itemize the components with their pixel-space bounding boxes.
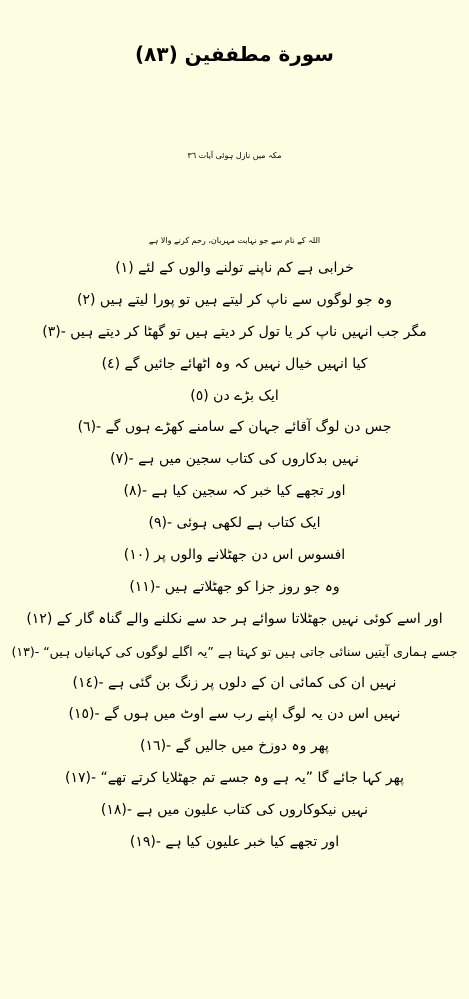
verse-text: اور تجھے کیا خبر کہ سجین کیا ہے -(٨)	[123, 483, 346, 500]
verse-text: وہ جو روز جزا کو جھٹلاتے ہیں -(١١)	[129, 578, 340, 595]
verse-text: نہیں نیکوکاروں کی کتاب علیون میں ہے -(١٨)	[100, 802, 369, 819]
verse-5	[0, 381, 469, 413]
verse-19	[0, 827, 469, 859]
verse-17	[0, 763, 469, 795]
verse-18	[0, 795, 469, 827]
verse-12	[0, 604, 469, 636]
verse-13	[0, 636, 469, 668]
revelation-info: مكہ میں نازل ہوئی آیات ٣٦	[187, 151, 282, 160]
verse-text: پھر وہ دوزخ میں جالیں گے -(١٦)	[140, 738, 329, 755]
verse-text: جسے ہماری آیتیں سنائی جاتی ہیں تو کہتا ہے ”یہ اگلے لوگوں کی کہانیاں ہیں“ -(١٣)	[11, 643, 458, 659]
verse-text: ایک بڑے دن (٥)	[190, 387, 279, 404]
verse-text: مگر جب انہیں ناپ کر یا تول کر دیتے ہیں تو گھٹا کر دیتے ہیں -(٣)	[42, 323, 427, 340]
verse-text: وہ جو لوگوں سے ناپ کر لیتے ہیں تو پورا لیتے ہیں (٢)	[77, 291, 392, 308]
verse-2	[0, 285, 469, 317]
verse-11	[0, 572, 469, 604]
verse-text: نہیں بدکاروں کی کتاب سجین میں ہے -(٧)	[110, 451, 359, 468]
verse-16	[0, 731, 469, 763]
verse-4	[0, 349, 469, 381]
verse-text: نہیں اس دن یہ لوگ اپنے رب سے اوٹ میں ہوں گے -(١٥)	[68, 706, 401, 723]
verse-15	[0, 699, 469, 731]
verse-text: نہیں ان کی کمائی ان کے دلوں پر زنگ بن گئی ہے -(١٤)	[72, 674, 397, 691]
verse-text: اور اسے کوئی نہیں جھٹلاتا سوائے ہر حد سے نکلنے والے گناہ گار کے (١٢)	[26, 610, 443, 627]
bismillah: اللہ کے نام سے جو نہایت مہربان، رحم کرنے والا ہے	[148, 236, 321, 245]
verse-text: ایک کتاب ہے لکھی ہوئی -(٩)	[148, 515, 321, 532]
verse-list	[0, 253, 469, 859]
verse-text: خرابی ہے کم ناپنے تولنے والوں کے لئے (١)	[115, 260, 354, 276]
surah-title: سورة مطففين (٨٣)	[135, 42, 334, 66]
verse-14	[0, 668, 469, 700]
verse-text: جس دن لوگ آقائے جہان کے سامنے کھڑے ہوں گے -(٦)	[77, 419, 392, 436]
verse-1	[0, 253, 469, 285]
verse-text: کیا انہیں خیال نہیں کہ وہ اٹھائے جائیں گے (٤)	[101, 355, 368, 372]
verse-6	[0, 412, 469, 444]
verse-text: اور تجھے کیا خبر علیون کیا ہے -(١٩)	[129, 834, 340, 851]
verse-8	[0, 476, 469, 508]
verse-9	[0, 508, 469, 540]
verse-text: پھر کہا جائے گا ”یہ ہے وہ جسے تم جھٹلایا کرتے تھے“ -(١٧)	[64, 770, 404, 787]
verse-3	[0, 317, 469, 349]
verse-7	[0, 444, 469, 476]
verse-10	[0, 540, 469, 572]
verse-text: افسوس اس دن جھٹلانے والوں پر (١٠)	[123, 547, 346, 564]
